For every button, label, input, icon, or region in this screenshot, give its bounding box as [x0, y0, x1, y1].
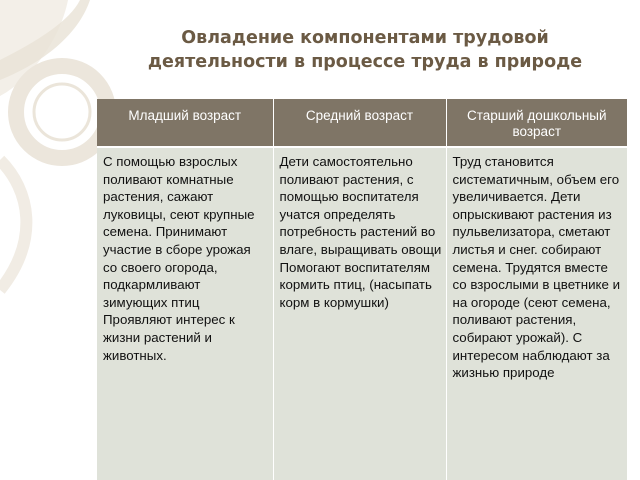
- slide-title: [130, 26, 600, 74]
- age-comparison-table: [97, 99, 627, 480]
- cell-middle-age: Дети самостоятельно поливают растения, с помощью воспитателя учатся определять потребность растений во влаге, выращивать овощи Помогают воспитателям кормить птиц, (насыпать корм в кормушки): [273, 147, 446, 480]
- cell-senior-age: Труд становится систематичным, объем его увеличивается. Дети опрыскивают растения из пульвелизатора, сметают листья и снег. собирают семена. Трудятся вместе со взрослыми в цветнике и на огороде (сеют семена, поливают растения, собирают урожай). С интересом наблюдают за жизнью природе: [446, 147, 627, 480]
- title-line-2: деятельности в процессе труда в природе: [147, 52, 583, 72]
- header-junior-age: Младший возраст: [97, 99, 273, 147]
- header-middle-age: Средний возраст: [273, 99, 446, 147]
- table-row: [97, 147, 627, 480]
- cell-junior-age: С помощью взрослых поливают комнатные растения, сажают луковицы, сеют крупные семена. Принимают участие в сборе урожая со своего огорода, подкармливают зимующих птиц Проявляют интерес к жизни растений и животных.: [97, 147, 273, 480]
- header-senior-age: Старший дошкольный возраст: [446, 99, 627, 147]
- title-line-1: Овладение компонентами трудовой: [181, 28, 549, 48]
- table-header-row: [97, 99, 627, 147]
